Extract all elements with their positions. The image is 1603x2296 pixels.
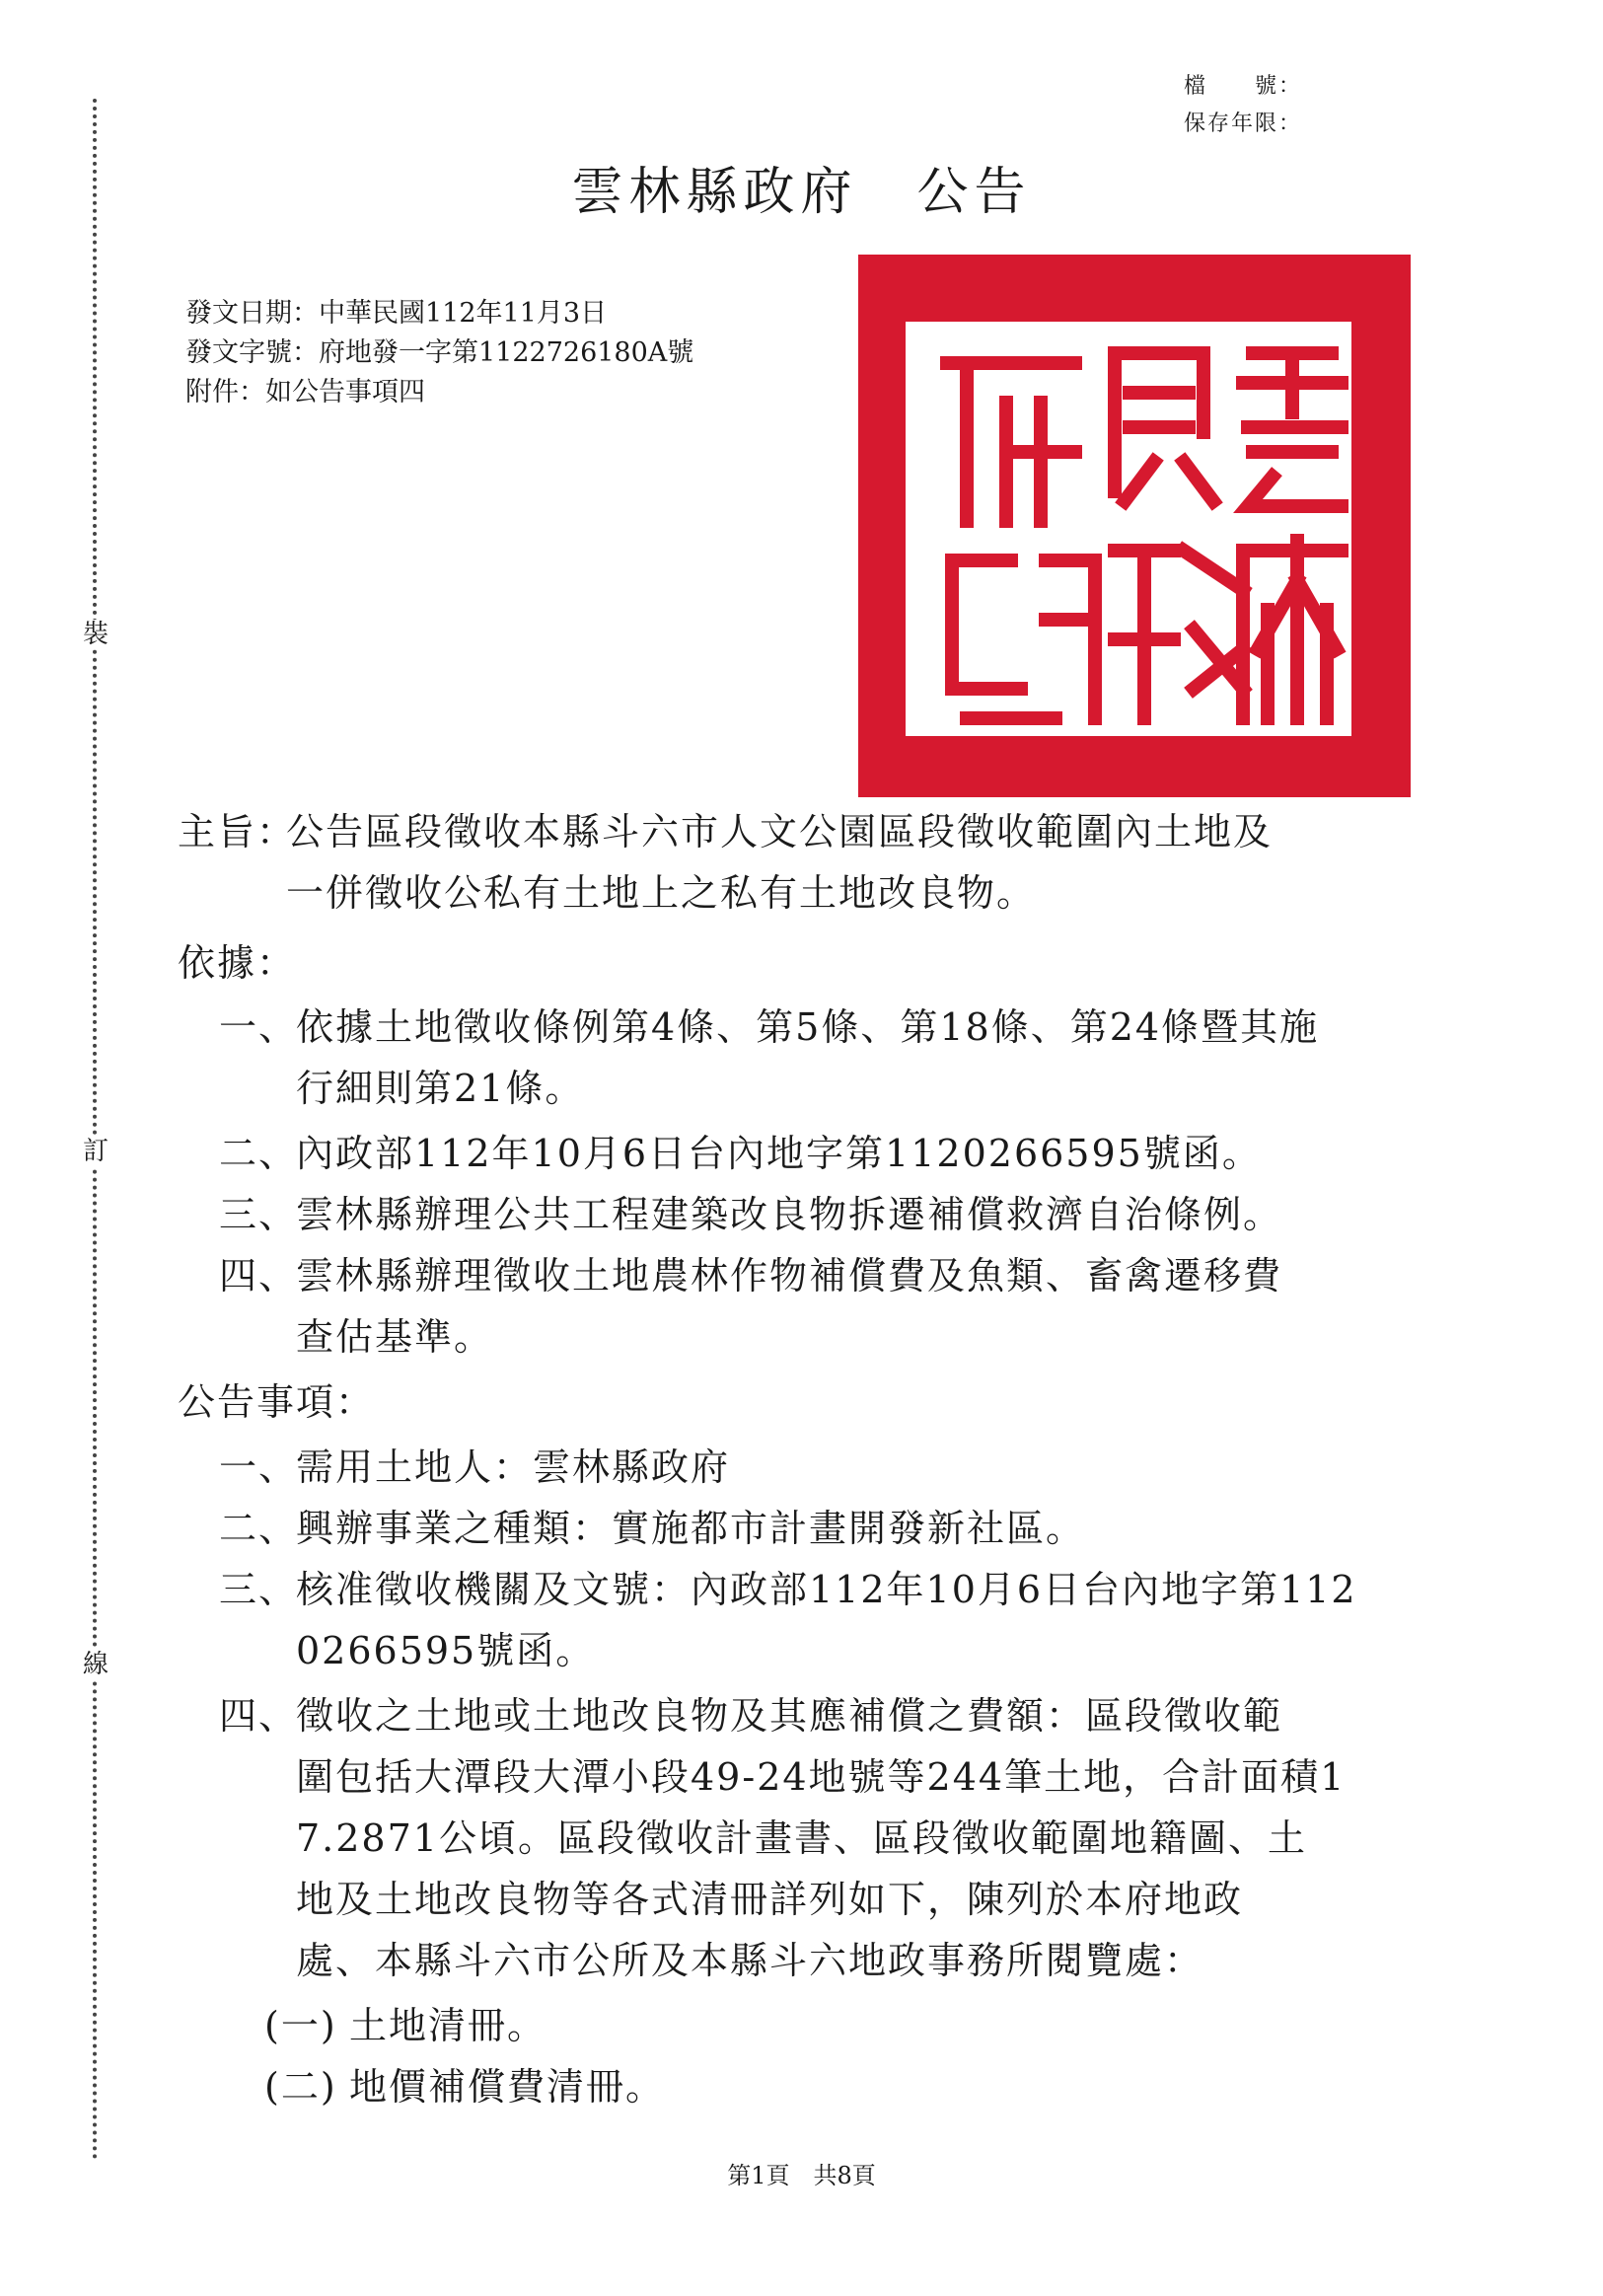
notice-sub-item-1-num: (一) [264,2004,337,2047]
notice-label: 公告事項： [178,1380,376,1424]
notice-item-4-line-5: 處、本縣斗六市公所及本縣斗六地政事務所閱覽處： [296,1939,1204,1982]
basis-item-4-line-1: 雲林縣辦理徵收土地農林作物補償費及魚類、畜禽遷移費 [296,1254,1283,1297]
notice-item-1-line-1: 需用土地人：雲林縣政府 [296,1445,731,1489]
notice-item-4-line-2: 圍包括大潭段大潭小段49-24地號等244筆土地，合計面積1 [296,1755,1347,1799]
basis-item-4-num: 四、 [219,1254,299,1297]
binding-line [93,99,97,2161]
official-seal [858,255,1411,797]
notice-sub-item-2-text: 地價補償費清冊。 [349,2065,666,2109]
archive-file-no: 檔 號： [1184,74,1303,99]
notice-sub-item-2-num: (二) [264,2065,337,2109]
subject-line-1: 公告區段徵收本縣斗六市人文公園區段徵收範圍內土地及 [286,810,1274,853]
notice-item-4-line-1: 徵收之土地或土地改良物及其應補償之費額：區段徵收範 [296,1694,1283,1738]
notice-item-3-num: 三、 [219,1568,299,1611]
subject-line-2: 一併徵收公私有土地上之私有土地改良物。 [286,871,1037,915]
basis-item-4-line-2: 查估基準。 [296,1315,494,1359]
attachment: 附件：如公告事項四 [185,377,425,407]
basis-item-1-line-1: 依據土地徵收條例第4條、第5條、第18條、第24條暨其施 [296,1005,1320,1049]
binding-mark-zhuang: 裝 [82,620,109,649]
page-footer [0,2156,1603,2190]
notice-item-3-line-2: 0266595號函。 [296,1629,596,1672]
title-org: 雲林縣政府 [571,163,858,222]
basis-label: 依據： [178,941,297,985]
basis-item-3-num: 三、 [219,1193,299,1236]
basis-item-1-num: 一、 [219,1005,299,1049]
basis-item-3-line-1: 雲林縣辦理公共工程建築改良物拆遷補償救濟自治條例。 [296,1193,1283,1236]
notice-item-4-line-4: 地及土地改良物等各式清冊詳列如下，陳列於本府地政 [296,1878,1244,1921]
page-title [0,150,1603,224]
subject-label: 主旨： [178,810,297,853]
archive-retention: 保存年限： [1184,111,1303,136]
basis-item-2-line-1: 內政部112年10月6日台內地字第1120266595號函。 [296,1132,1262,1175]
notice-item-2-num: 二、 [219,1507,299,1550]
seal-glyphs-icon [858,255,1411,797]
notice-item-2-line-1: 興辦事業之種類：實施都市計畫開發新社區。 [296,1507,1086,1550]
basis-item-2-num: 二、 [219,1132,299,1175]
title-type: 公告 [916,163,1032,222]
issue-ref: 發文字號：府地發一字第1122726180A號 [185,337,694,368]
notice-sub-item-1-text: 土地清冊。 [349,2004,547,2047]
binding-mark-ding: 訂 [82,1137,109,1166]
issue-date: 發文日期：中華民國112年11月3日 [185,298,608,329]
notice-item-4-line-3: 7.2871公頃。區段徵收計畫書、區段徵收範圍地籍圖、土 [296,1816,1307,1860]
notice-item-3-line-1: 核准徵收機關及文號：內政部112年10月6日台內地字第112 [296,1568,1357,1611]
notice-item-1-num: 一、 [219,1445,299,1489]
page-number: 第1頁 [727,2162,790,2189]
basis-item-1-line-2: 行細則第21條。 [296,1067,585,1110]
notice-item-4-num: 四、 [219,1694,299,1738]
binding-mark-xian: 線 [82,1650,109,1679]
page-total: 共8頁 [813,2162,876,2189]
